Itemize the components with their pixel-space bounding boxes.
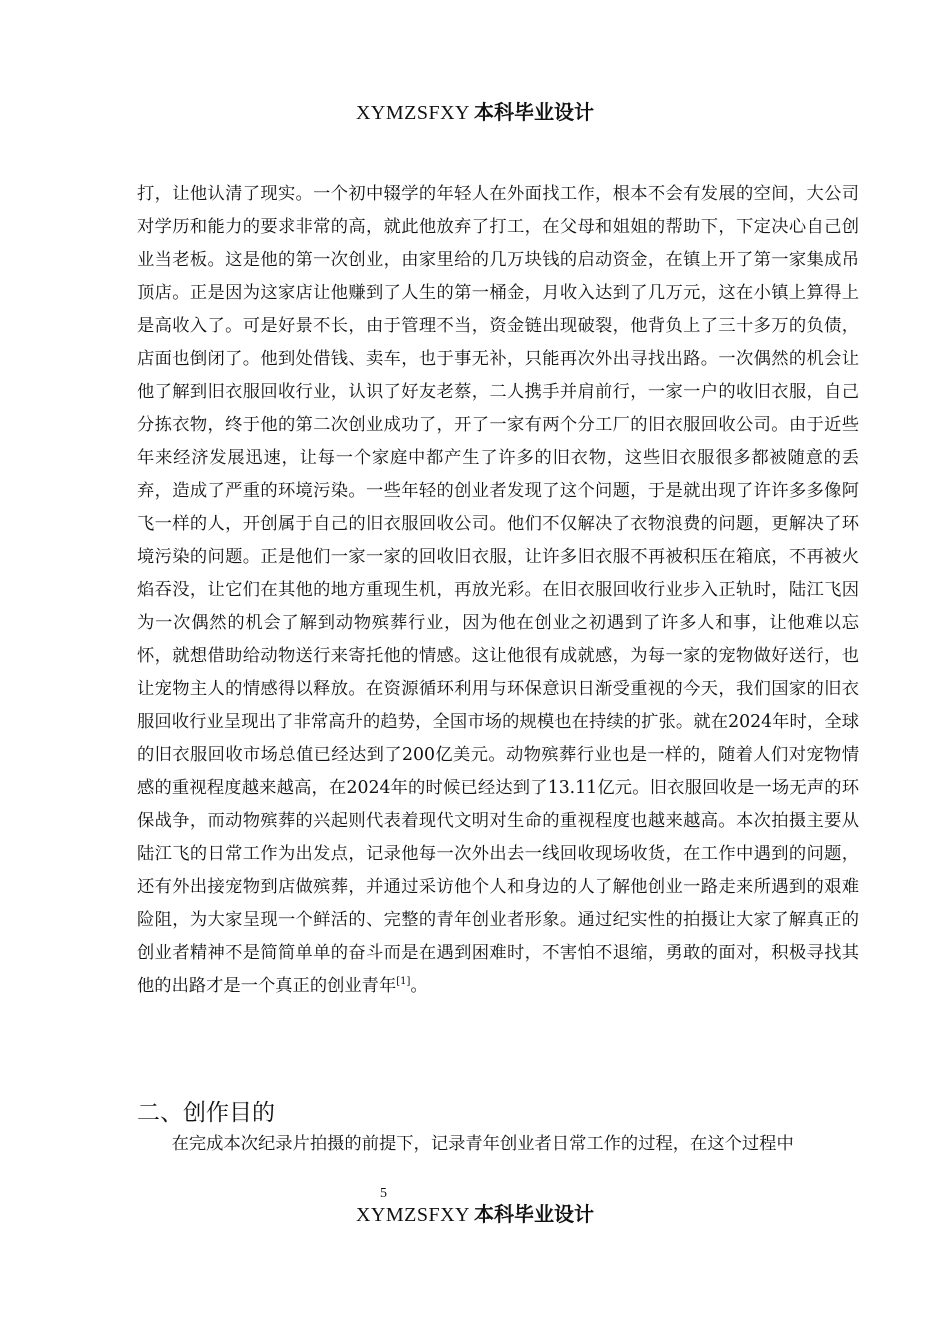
footer-label: 本科毕业设计: [474, 1202, 595, 1226]
footer-code: XYMZSFXY: [355, 1204, 471, 1226]
section-paragraph: 在完成本次纪录片拍摄的前提下，记录青年创业者日常工作的过程，在这个过程中: [171, 1134, 794, 1154]
body-paragraph: [137, 178, 859, 1003]
header-code: XYMZSFXY: [355, 102, 471, 124]
page-header: [0, 96, 950, 125]
citation-marker: [1]: [396, 976, 411, 988]
header-label: 本科毕业设计: [474, 100, 595, 124]
body-paragraph-text: 打，让他认清了现实。一个初中辍学的年轻人在外面找工作，根本不会有发展的空间，大公司对学历和能力的要求非常的高，就此他放弃了打工，在父母和姐姐的帮助下，下定决心自己创业当老板。这是他的第一次创业，由家里给的几万块钱的启动资金，在镇上开了第一家集成吊顶店。正是因为这家店让他赚到了人生的第一桶金，月收入达到了几万元，这在小镇上算得上是高收入了。可是好景不长，由于管理不当，资金链出现破裂，他背负上了三十多万的负债，店面也倒闭了。他到处借钱、卖车，也于事无补，只能再次外出寻找出路。一次偶然的机会让他了解到旧衣服回收行业，认识了好友老蔡，二人携手并肩前行，一家一户的收旧衣服，自己分拣衣物，终于他的第二次创业成功了，开了一家有两个分工厂的旧衣服回收公司。由于近些年来经济发展迅速，让每一个家庭中都产生了许多的旧衣物，这些旧衣服很多都被随意的丢弃，造成了严重的环境污染。一些年轻的创业者发现了这个问题，于是就出现了许许多多像阿飞一样的人，开创属于自己的旧衣服回收公司。他们不仅解决了衣物浪费的问题，更解决了环境污染的问题。正是他们一家一家的回收旧衣服，让许多旧衣服不再被积压在箱底，不再被火焰吞没，让它们在其他的地方重现生机，再放光彩。在旧衣服回收行业步入正轨时，陆江飞因为一次偶然的机会了解到动物殡葬行业，因为他在创业之初遇到了许多人和事，让他难以忘怀，就想借助给动物送行来寄托他的情感。这让他很有成就感，为每一家的宠物做好送行，也让宠物主人的情感得以释放。在资源循环利用与环保意识日渐受重视的今天，我们国家的旧衣服回收行业呈现出了非常高升的趋势，全国市场的规模也在持续的扩张。就在2024年时，全球的旧衣服回收市场总值已经达到了200亿美元。动物殡葬行业也是一样的，随着人们对宠物情感的重视程度越来越高，在2024年的时候已经达到了13.11亿元。旧衣服回收是一场无声的环保战争，而动物殡葬的兴起则代表着现代文明对生命的重视程度也越来越高。本次拍摄主要从陆江飞的日常工作为出发点，记录他每一次外出去一线回收现场收货，在工作中遇到的问题，还有外出接宠物到店做殡葬，并通过采访他个人和身边的人了解他创业一路走来所遇到的艰难险阻，为大家呈现一个鲜活的、完整的青年创业者形象。通过纪实性的拍摄让大家了解真正的创业者精神不是简简单单的奋斗而是在遇到困难时，不害怕不退缩，勇敢的面对，积极寻找其他的出路才是一个真正的创业青年: [137, 184, 859, 996]
body-paragraph-ending: 。: [410, 976, 428, 996]
page-number: 5: [380, 1186, 387, 1201]
section-heading: 二、创作目的: [137, 1100, 275, 1126]
page-footer: [0, 1198, 950, 1227]
